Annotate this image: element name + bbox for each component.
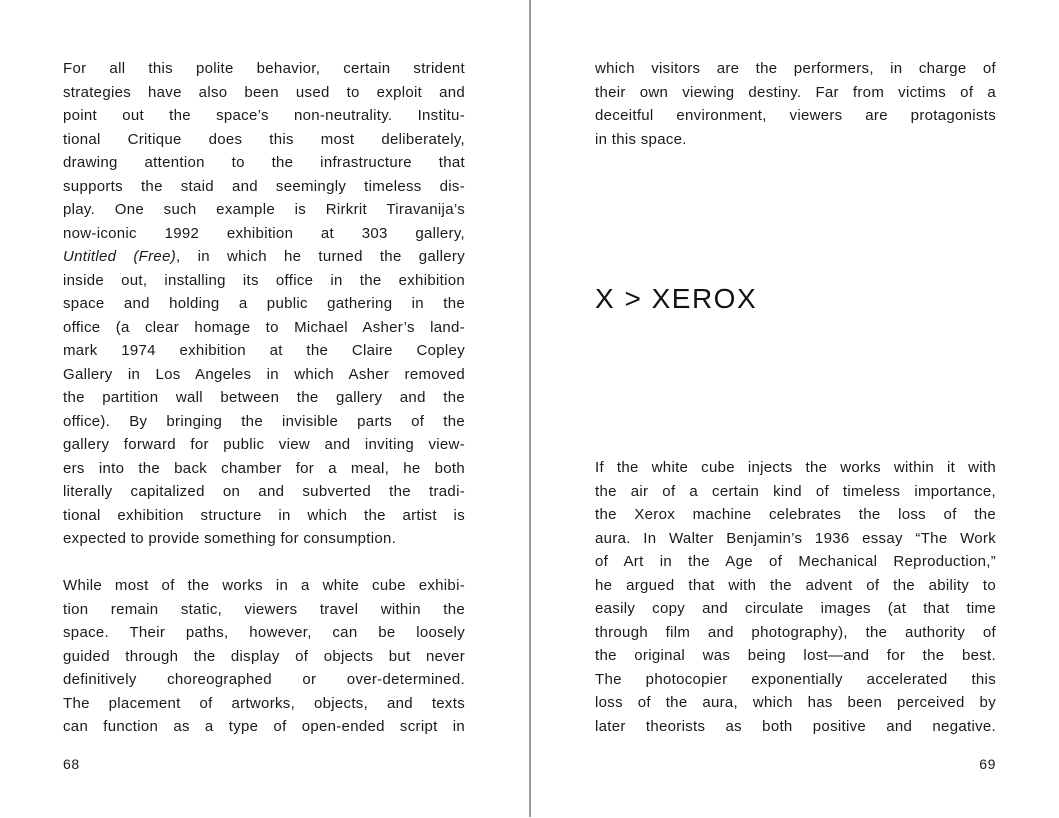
text-line: expected to provide something for consumption. bbox=[63, 530, 397, 547]
text-line: easily copy and circulate images (at that time bbox=[595, 600, 996, 617]
text-line: aura. In Walter Benjamin’s 1936 essay “The Work bbox=[595, 529, 996, 547]
left-paragraph-1 bbox=[63, 57, 465, 551]
text-line: literally capitalized on and subverted the tradi- bbox=[63, 483, 465, 500]
left-paragraph-2 bbox=[63, 574, 465, 739]
text-line: supports the staid and seemingly timeless dis- bbox=[63, 177, 465, 195]
text-line: tional Critique does this most deliberately, bbox=[63, 130, 465, 148]
text-line: While most of the works in a white cube exhibi- bbox=[63, 577, 465, 594]
text-line: he argued that with the advent of the ability to bbox=[595, 576, 996, 594]
text-line: gallery forward for public view and inviting view- bbox=[63, 436, 465, 453]
text-line: can function as a type of open-ended script in bbox=[63, 718, 465, 735]
section-heading: X > XEROX bbox=[595, 283, 758, 314]
text-line: space and holding a public gathering in the bbox=[63, 295, 465, 312]
text-line: The placement of artworks, objects, and texts bbox=[63, 694, 465, 712]
text-line: definitively choreographed or over-determined. bbox=[63, 671, 465, 688]
text-line: For all this polite behavior, certain strident bbox=[63, 60, 465, 77]
text-line: Untitled (Free), in which he turned the gallery bbox=[63, 248, 465, 265]
text-line: which visitors are the performers, in charge of bbox=[595, 60, 996, 77]
text-line: inside out, installing its office in the exhibition bbox=[63, 271, 465, 289]
text-line: their own viewing destiny. Far from victims of a bbox=[595, 83, 996, 101]
text-line: loss of the aura, which has been perceived by bbox=[595, 694, 996, 711]
right-body-paragraph bbox=[595, 456, 996, 738]
text-line: guided through the display of objects but never bbox=[63, 647, 465, 665]
text-line: tion remain static, viewers travel within the bbox=[63, 600, 465, 618]
text-line: If the white cube injects the works within it with bbox=[595, 459, 996, 476]
text-line: of Art in the Age of Mechanical Reproduction,” bbox=[595, 553, 996, 570]
text-line: tional exhibition structure in which the artist is bbox=[63, 506, 465, 524]
page-number-right: 69 bbox=[979, 756, 996, 772]
text-line: mark 1974 exhibition at the Claire Copley bbox=[63, 342, 465, 359]
text-line: office (a clear homage to Michael Asher’s land- bbox=[63, 318, 465, 336]
text-line: The photocopier exponentially accelerated this bbox=[595, 670, 996, 688]
text-line: the original was being lost—and for the best. bbox=[595, 647, 996, 664]
text-line: office). By bringing the invisible parts of the bbox=[63, 412, 465, 430]
text-line: later theorists as both positive and negative. bbox=[595, 717, 996, 735]
text-line: drawing attention to the infrastructure that bbox=[63, 154, 465, 171]
right-intro-paragraph bbox=[595, 57, 996, 151]
text-line: point out the space’s non-neutrality. Institu- bbox=[63, 107, 465, 124]
text-line: ers into the back chamber for a meal, he both bbox=[63, 459, 465, 477]
text-line: deceitful environment, viewers are protagonists bbox=[595, 107, 996, 124]
text-line: strategies have also been used to exploit and bbox=[63, 83, 465, 101]
text-line: the air of a certain kind of timeless importance, bbox=[595, 482, 996, 500]
page-right bbox=[595, 57, 996, 818]
text-line: now-iconic 1992 exhibition at 303 gallery, bbox=[63, 224, 465, 242]
text-line: the Xerox machine celebrates the loss of the bbox=[595, 506, 996, 523]
text-line: play. One such example is Rirkrit Tiravanija’s bbox=[63, 201, 465, 218]
page-left bbox=[63, 57, 465, 818]
text-line: space. Their paths, however, can be loosely bbox=[63, 624, 465, 641]
page-divider bbox=[529, 0, 531, 817]
page-number-left: 68 bbox=[63, 756, 80, 772]
text-line: in this space. bbox=[595, 130, 687, 148]
text-line: Gallery in Los Angeles in which Asher removed bbox=[63, 365, 465, 383]
text-line: through film and photography), the authority of bbox=[595, 623, 996, 641]
text-line: the partition wall between the gallery and the bbox=[63, 389, 465, 406]
